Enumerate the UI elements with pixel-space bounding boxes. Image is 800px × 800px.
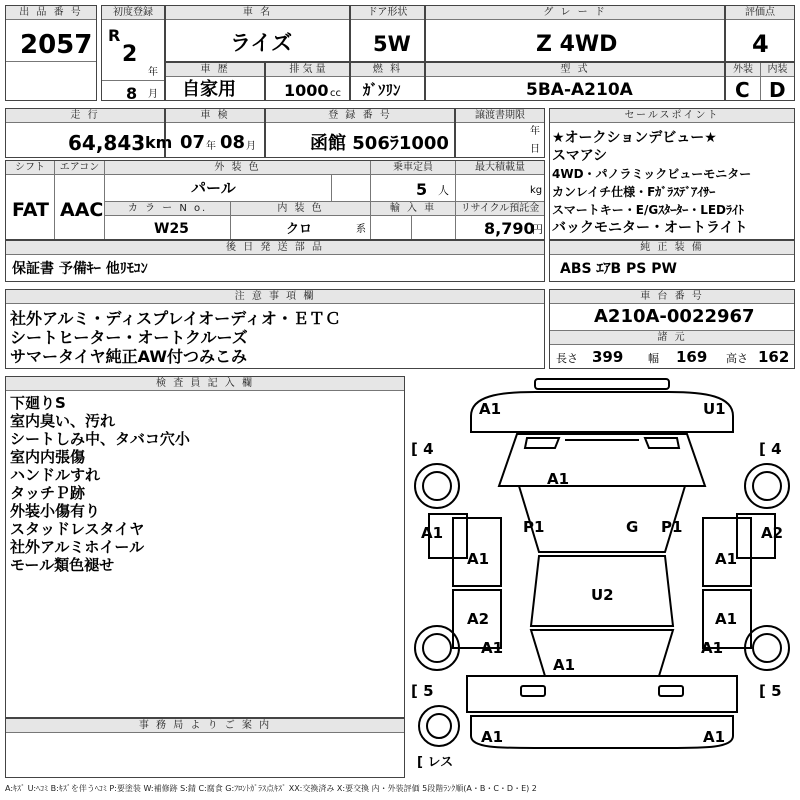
damage-left-rear-qtr: A1 [481, 639, 504, 657]
std-equip-label: 純 正 装 備 [550, 241, 794, 254]
notes-label: 注 意 事 項 欄 [6, 290, 544, 303]
recycle-label: リサイクル預託金 [456, 202, 544, 215]
damage-trunk: A1 [553, 656, 576, 674]
sales-points-list [552, 129, 751, 237]
displacement: 1000 [284, 81, 329, 100]
car-name: ライズ [230, 31, 293, 55]
score-box [725, 5, 795, 62]
capacity-label: 乗車定員 [371, 161, 455, 174]
ext-color: パール [191, 179, 236, 197]
aircon-label: エアコン [55, 161, 104, 174]
office-label: 事 務 局 よ り ご 案 内 [6, 719, 404, 732]
inspection-box [165, 108, 265, 158]
fuel: ｶﾞｿﾘﾝ [363, 81, 401, 99]
specs-label: 諸 元 [550, 331, 794, 344]
max-load-label: 最大積載量 [456, 161, 544, 174]
sales-point: バックモニター・オートライト [552, 220, 748, 236]
damage-right-fender: A2 [761, 524, 784, 542]
exterior-grade: C [735, 78, 750, 102]
capacity: 5 [416, 180, 428, 199]
car-name-label: 車 名 [166, 6, 349, 19]
score-label: 評価点 [726, 6, 794, 19]
model-code: 5BA-A210A [526, 80, 633, 100]
chassis-label: 車 台 番 号 [550, 290, 794, 303]
inspector-box [5, 376, 405, 718]
inspector-note: 室内内張傷 [10, 448, 86, 466]
history-box [165, 62, 265, 101]
transfer-year-unit: 年 [530, 126, 540, 137]
first-reg-label: 初度登録 [102, 6, 164, 19]
inspection-year: 07 [180, 132, 206, 153]
recycle-unit: 円 [532, 223, 543, 236]
lot-label: 出 品 番 号 [6, 6, 96, 19]
damage-right-rear-door: A1 [715, 610, 738, 628]
car-outline [409, 376, 795, 778]
damage-right-rear-qtr: A1 [701, 639, 724, 657]
history: 自家用 [182, 79, 236, 100]
mileage-unit: km [145, 133, 173, 152]
sales-points-label: セールスポイント [550, 109, 794, 122]
color-no: W25 [154, 221, 189, 237]
damage-hood: A1 [547, 470, 570, 488]
tire-mark-rr: [ 5 [759, 682, 782, 700]
model-label: 型 式 [426, 63, 724, 76]
grade-label: グ レ ー ド [426, 6, 724, 19]
inspection-label: 車 検 [166, 109, 264, 122]
color-no-label: カ ラ ー N o. [105, 202, 230, 215]
recycle-fee: 8,790 [484, 219, 535, 238]
aircon: AAC [60, 199, 104, 221]
inspector-note: 下廻りS [10, 394, 66, 412]
inspector-note: シートしみ中、タバコ穴小 [10, 430, 190, 448]
inspector-note: ハンドルすれ [10, 466, 101, 484]
first-reg-box [101, 5, 165, 101]
sales-point: 4WD・パノラミックビューモニター [552, 167, 752, 181]
grade-box [425, 5, 725, 62]
registration: 函館 506ﾗ1000 [310, 133, 449, 154]
door-label: ドア形状 [351, 6, 424, 19]
length-label: 長さ [556, 352, 578, 365]
later-items-box [5, 240, 545, 282]
registration-box [265, 108, 455, 158]
interior-label: 内装 [761, 63, 794, 76]
inspection-month: 08 [220, 132, 246, 153]
model-box [425, 62, 725, 101]
spec-grid [5, 160, 545, 240]
score: 4 [752, 30, 769, 58]
damage-roof: U2 [591, 586, 614, 604]
damage-rear-right: A1 [703, 728, 726, 746]
inspector-note: モール類色褪せ [10, 556, 115, 574]
tire-mark-spare: [ レス [417, 755, 454, 770]
mileage: 64,843 [68, 131, 146, 155]
lot-box [5, 5, 97, 101]
capacity-unit: 人 [438, 184, 449, 197]
mileage-label: 走 行 [6, 109, 164, 122]
int-color: クロ [286, 222, 313, 237]
height-label: 高さ [726, 352, 748, 365]
first-reg-month-unit: 月 [148, 89, 158, 100]
max-load-unit: kg [530, 185, 543, 196]
sales-point: スマアシ [552, 148, 608, 164]
inspector-note: 室内臭い、汚れ [10, 412, 116, 430]
int-color-label: 内 装 色 [231, 202, 370, 215]
transfer-label: 譲渡書期限 [456, 109, 544, 122]
damage-left-front-door: A1 [467, 550, 490, 568]
transfer-box [455, 108, 545, 158]
height: 162 [758, 348, 790, 366]
inspection-year-unit: 年 [206, 141, 216, 152]
displacement-label: 排 気 量 [266, 63, 349, 76]
fuel-box [350, 62, 425, 101]
width: 169 [676, 348, 708, 366]
sales-points-box [549, 108, 795, 240]
damage-left-fender: A1 [421, 524, 444, 542]
lot-number: 2057 [20, 30, 93, 60]
damage-rear-left: A1 [481, 728, 504, 746]
history-label: 車 歴 [166, 63, 264, 76]
note-line: サマータイヤ純正AW付つみこみ [10, 347, 247, 366]
door-box [350, 5, 425, 62]
grade-split-box [725, 62, 795, 101]
inspector-note: タッチＰ跡 [10, 484, 86, 502]
damage-left-rear-door: A2 [467, 610, 490, 628]
notes-list [10, 309, 341, 366]
length: 399 [592, 348, 624, 366]
later-items-label: 後 日 発 送 部 品 [6, 241, 544, 254]
transfer-day-unit: 日 [530, 144, 540, 155]
note-line: 社外アルミ・ディスプレイオーディオ・ＥＴＣ [10, 309, 341, 328]
std-equipment: ABS ｴｱB PS PW [560, 261, 677, 277]
inspector-label: 検 査 員 記 入 欄 [6, 377, 404, 390]
first-reg-year-unit: 年 [148, 67, 158, 78]
tire-mark-fr: [ 4 [759, 440, 782, 458]
sales-point: スマートキー・E/Gｽﾀｰﾀｰ・LEDﾗｲﾄ [552, 203, 744, 217]
inspector-notes-list [10, 394, 190, 574]
damage-right-pillar: P1 [661, 518, 683, 536]
ext-color-label: 外 装 色 [105, 161, 370, 174]
notes-box [5, 289, 545, 369]
chassis-number: A210A-0022967 [594, 306, 755, 327]
int-color-unit: 系 [356, 224, 366, 235]
mileage-box [5, 108, 173, 158]
first-reg-month: 8 [126, 84, 138, 103]
inspector-note: 社外アルミホイール [10, 538, 145, 556]
door-type: 5W [373, 32, 411, 56]
office-box [5, 718, 405, 778]
import-label: 輸 入 車 [371, 202, 455, 215]
inspector-note: 外装小傷有り [10, 502, 101, 520]
car-name-box [165, 5, 350, 62]
tire-mark-fl: [ 4 [411, 440, 434, 458]
damage-glass: G [626, 518, 639, 536]
inspector-note: スタッドレスタイヤ [10, 520, 145, 538]
damage-front-right: U1 [703, 400, 726, 418]
first-reg-year: 2 [122, 42, 138, 67]
car-diagram [409, 376, 795, 778]
tire-mark-rl: [ 5 [411, 682, 434, 700]
shift-label: シフト [6, 161, 54, 174]
interior-grade: D [769, 78, 786, 102]
first-reg-era: R [108, 26, 121, 45]
std-equip-box [549, 240, 795, 282]
sales-point: ★オークションデビュー★ [552, 130, 717, 146]
damage-front-left: A1 [479, 400, 502, 418]
registration-label: 登 録 番 号 [266, 109, 454, 122]
sales-point: カンレイチ仕様・Fｶﾞﾗｽﾃﾞｱｲｻｰ [552, 185, 716, 199]
damage-right-front-door: A1 [715, 550, 738, 568]
width-label: 幅 [648, 352, 659, 365]
inspection-month-unit: 月 [246, 141, 256, 152]
fuel-label: 燃 料 [351, 63, 424, 76]
damage-left-pillar: P1 [523, 518, 545, 536]
chassis-box [549, 289, 795, 369]
exterior-label: 外装 [726, 63, 760, 76]
grade: Z 4WD [536, 32, 618, 57]
displacement-box [265, 62, 350, 101]
legend: A:ｷｽﾞ U:ﾍｺﾐ B:ｷｽﾞを伴うﾍｺﾐ P:要塗装 W:補修跡 S:錆 C:腐食 G:ﾌﾛﾝﾄｶﾞﾗｽ点ｷｽﾞ XX:交換済み X:要交換 内・外装評価 5段階ﾗﾝｸ順(A・B・C・D・E) 2 [5, 784, 537, 793]
later-items: 保証書 予備ｷｰ 他ﾘﾓｺﾝ [12, 261, 148, 277]
shift: FAT [12, 199, 49, 221]
note-line: シートヒーター・オートクルーズ [10, 328, 248, 347]
displacement-unit: cc [330, 88, 341, 99]
